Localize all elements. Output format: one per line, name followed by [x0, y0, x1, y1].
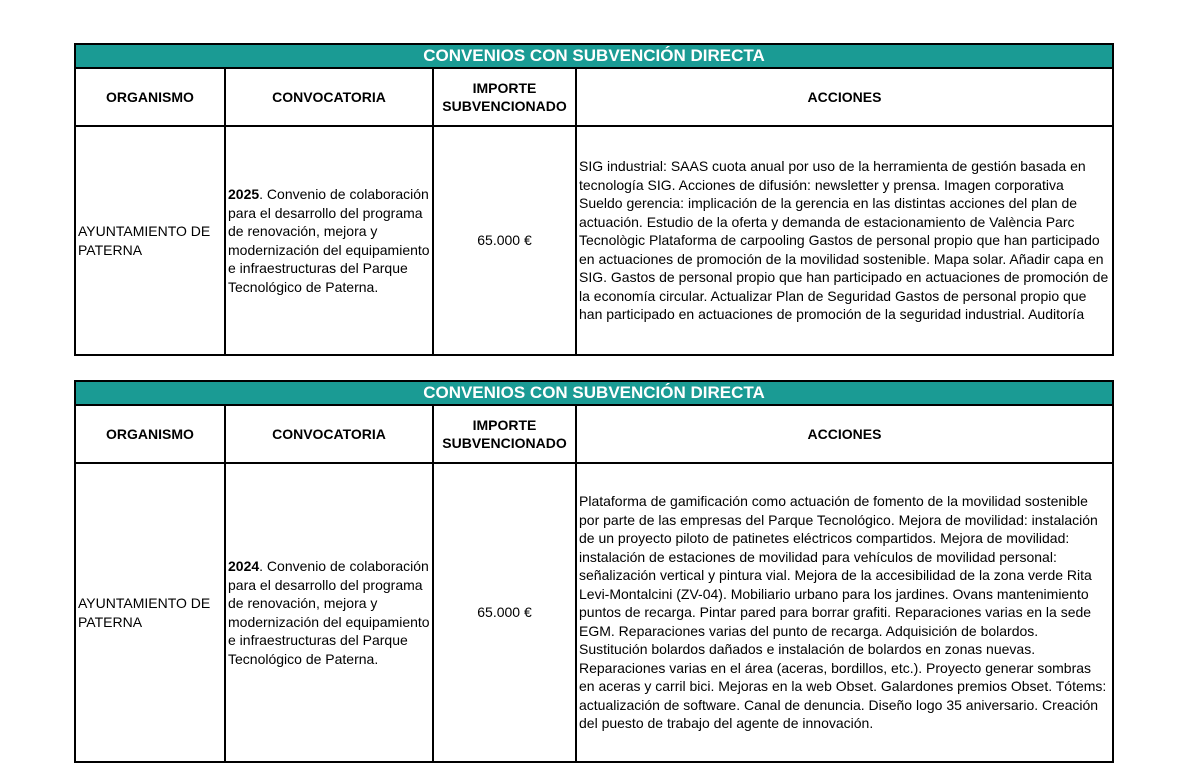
organismo-line1: AYUNTAMIENTO DE	[78, 223, 211, 239]
header-organismo: ORGANISMO	[75, 405, 225, 463]
header-importe-line2: SUBVENCIONADO	[442, 435, 567, 451]
table-row	[75, 463, 1113, 762]
cell-convocatoria	[225, 463, 433, 762]
cell-importe: 65.000 €	[433, 126, 576, 355]
header-importe	[433, 68, 576, 126]
convenios-table-2025	[74, 43, 1114, 356]
table-title: CONVENIOS CON SUBVENCIÓN DIRECTA	[75, 381, 1113, 405]
header-convocatoria: CONVOCATORIA	[225, 405, 433, 463]
organismo-line1: AYUNTAMIENTO DE	[78, 595, 211, 611]
organismo-line2: PATERNA	[78, 241, 143, 258]
table-row	[75, 126, 1113, 355]
header-importe	[433, 405, 576, 463]
header-importe-line2: SUBVENCIONADO	[442, 98, 567, 114]
convocatoria-text: . Convenio de colaboración para el desarrollo del programa de renovación, mejora y modernización del equipamiento e infraestructuras del Parque Tecnológico de Paterna.	[228, 186, 430, 295]
cell-organismo	[75, 463, 225, 762]
convocatoria-text: . Convenio de colaboración para el desarrollo del programa de renovación, mejora y modernización del equipamiento e infraestructuras del Parque Tecnológico de Paterna.	[228, 558, 430, 667]
cell-importe: 65.000 €	[433, 463, 576, 762]
convocatoria-year: 2024	[228, 558, 260, 574]
header-convocatoria: CONVOCATORIA	[225, 68, 433, 126]
header-acciones: ACCIONES	[576, 405, 1113, 463]
table-title: CONVENIOS CON SUBVENCIÓN DIRECTA	[75, 44, 1113, 68]
header-acciones: ACCIONES	[576, 68, 1113, 126]
convenios-table-2024	[74, 380, 1114, 763]
header-importe-line1: IMPORTE	[472, 80, 537, 96]
organismo-line2: PATERNA	[78, 613, 143, 630]
header-organismo: ORGANISMO	[75, 68, 225, 126]
convocatoria-year: 2025	[228, 186, 260, 202]
cell-convocatoria	[225, 126, 433, 355]
cell-organismo	[75, 126, 225, 355]
cell-acciones: SIG industrial: SAAS cuota anual por uso de la herramienta de gestión basada en tecnología SIG. Acciones de difusión: newsletter y prensa. Imagen corporativa Sueldo gerencia: implicación de la gerencia en las distintas acciones del plan de actuación. Estudio de la oferta y demanda de estacionamiento de València Parc Tecnològic Plataforma de carpooling Gastos de personal propio que han participado en actuaciones de promoción de la movilidad sostenible. Mapa solar. Añadir capa en SIG. Gastos de personal propio que han participado en actuaciones de promoción de la economía circular. Actualizar Plan de Seguridad Gastos de personal propio que han participado en actuaciones de promoción de la seguridad industrial. Auditoría	[576, 126, 1113, 355]
header-importe-line1: IMPORTE	[472, 417, 537, 433]
cell-acciones: Plataforma de gamificación como actuación de fomento de la movilidad sostenible por parte de las empresas del Parque Tecnológico. Mejora de movilidad: instalación de un proyecto piloto de patinetes eléctricos compartidos. Mejora de movilidad: instalación de estaciones de movilidad para vehículos de movilidad personal: señalización vertical y pintura vial. Mejora de la accesibilidad de la zona verde Rita Levi-Montalcini (ZV-04). Mobiliario urbano para los jardines. Ovans mantenimiento puntos de recarga. Pintar pared para borrar grafiti. Reparaciones varias en la sede EGM. Reparaciones varias del punto de recarga. Adquisición de bolardos. Sustitución bolardos dañados e instalación de bolardos en zonas nuevas. Reparaciones varias en el área (aceras, bordillos, etc.). Proyecto generar sombras en aceras y carril bici. Mejoras en la web Obset. Galardones premios Obset. Tótems: actualización de software. Canal de denuncia. Diseño logo 35 aniversario. Creación del puesto de trabajo del agente de innovación.	[576, 463, 1113, 762]
